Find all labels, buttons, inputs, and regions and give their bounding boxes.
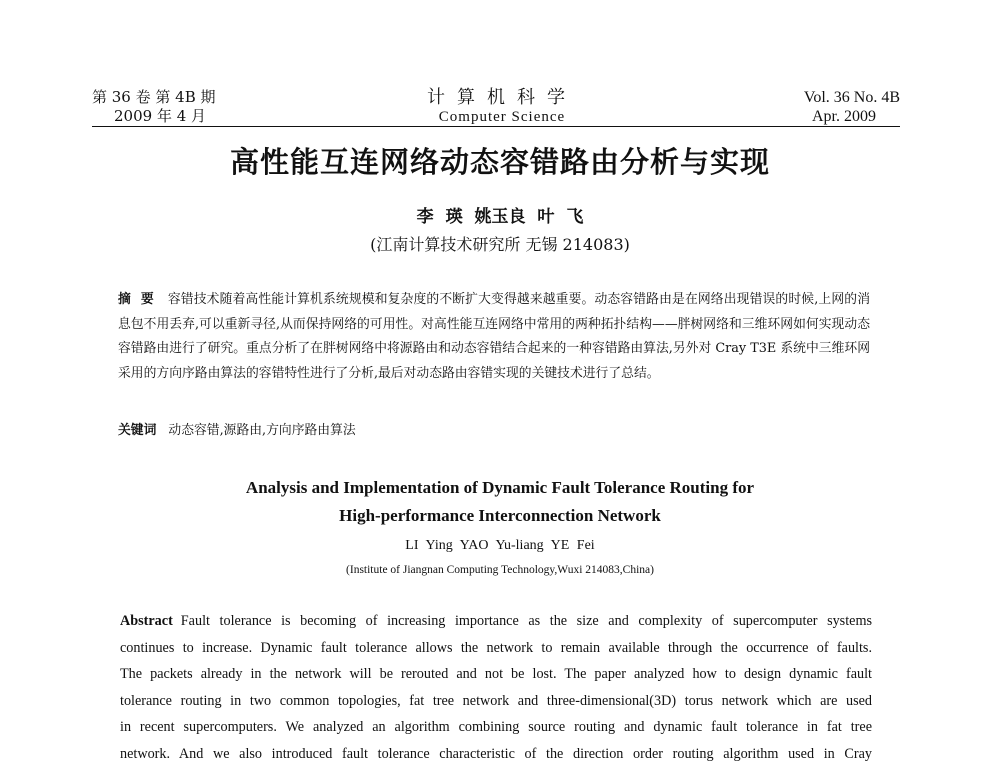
abstract-en-line: continues to increase. Dynamic fault tolerance allows the network to remain available through the occurrence of faults.	[120, 635, 872, 662]
paper-title-en-line1: Analysis and Implementation of Dynamic Fault Tolerance Routing for	[0, 474, 1000, 502]
abstract-en-line: tolerance routing in two common topologies, fat tree network and three-dimensional(3D) torus network which are used	[120, 688, 872, 715]
affiliation-en: (Institute of Jiangnan Computing Technology,Wuxi 214083,China)	[0, 564, 1000, 576]
keywords-cn-label: 关键词	[118, 423, 156, 438]
authors-en: LI Ying YAO Yu-liang YE Fei	[0, 538, 1000, 554]
abstract-cn	[118, 288, 870, 386]
volume-issue-en: Vol. 36 No. 4B	[804, 88, 900, 107]
header-left	[92, 88, 216, 126]
abstract-en	[120, 608, 872, 767]
abstract-en-label: Abstract	[120, 613, 173, 629]
paper-title-en-line2: High-performance Interconnection Network	[0, 502, 1000, 530]
journal-name-cn: 计算机科学	[422, 88, 582, 108]
abstract-en-line	[120, 608, 872, 635]
volume-issue-cn: 第 36 卷 第 4B 期	[92, 88, 216, 107]
date-cn: 2009 年 4 月	[92, 107, 216, 126]
header-right	[804, 88, 900, 126]
abstract-en-line: The packets already in the network will be rerouted and not be lost. The paper analyzed how to design dynamic fault	[120, 661, 872, 688]
keywords-cn	[118, 420, 870, 442]
abstract-cn-label: 摘要	[118, 292, 164, 307]
paper-title-en	[0, 474, 1000, 530]
authors-cn: 李 瑛 姚玉良 叶 飞	[0, 202, 1000, 227]
journal-name-en: Computer Science	[422, 108, 582, 126]
date-en: Apr. 2009	[804, 107, 900, 126]
paper-title-cn: 高性能互连网络动态容错路由分析与实现	[0, 140, 1000, 181]
abstract-en-line: in recent supercomputers. We analyzed an algorithm combining source routing and dynamic fault tolerance in fat tree	[120, 714, 872, 741]
affiliation-cn: (江南计算技术研究所 无锡 214083)	[0, 232, 1000, 255]
abstract-en-line-text: Fault tolerance is becoming of increasing importance as the size and complexity of supercomputer systems	[181, 613, 872, 629]
abstract-cn-text: 容错技术随着高性能计算机系统规模和复杂度的不断扩大变得越来越重要。动态容错路由是在网络出现错误的时候,上网的消息包不用丢弃,可以重新寻径,从而保持网络的可用性。对高性能互连网络中常用的两种拓扑结构——胖树网络和三维环网如何实现动态容错路由进行了研究。重点分析了在胖树网络中将源路由和动态容错结合起来的一种容错路由算法,另外对 Cray T3E 系统中三维环网采用的方向序路由算法的容错特性进行了分析,最后对动态路由容错实现的关键技术进行了总结。	[118, 292, 870, 381]
header-rule	[92, 126, 900, 127]
abstract-en-line: network. And we also introduced fault tolerance characteristic of the direction order routing algorithm used in Cray	[120, 741, 872, 767]
running-header	[92, 88, 900, 128]
header-center	[422, 88, 582, 126]
keywords-cn-text: 动态容错,源路由,方向序路由算法	[168, 423, 355, 438]
